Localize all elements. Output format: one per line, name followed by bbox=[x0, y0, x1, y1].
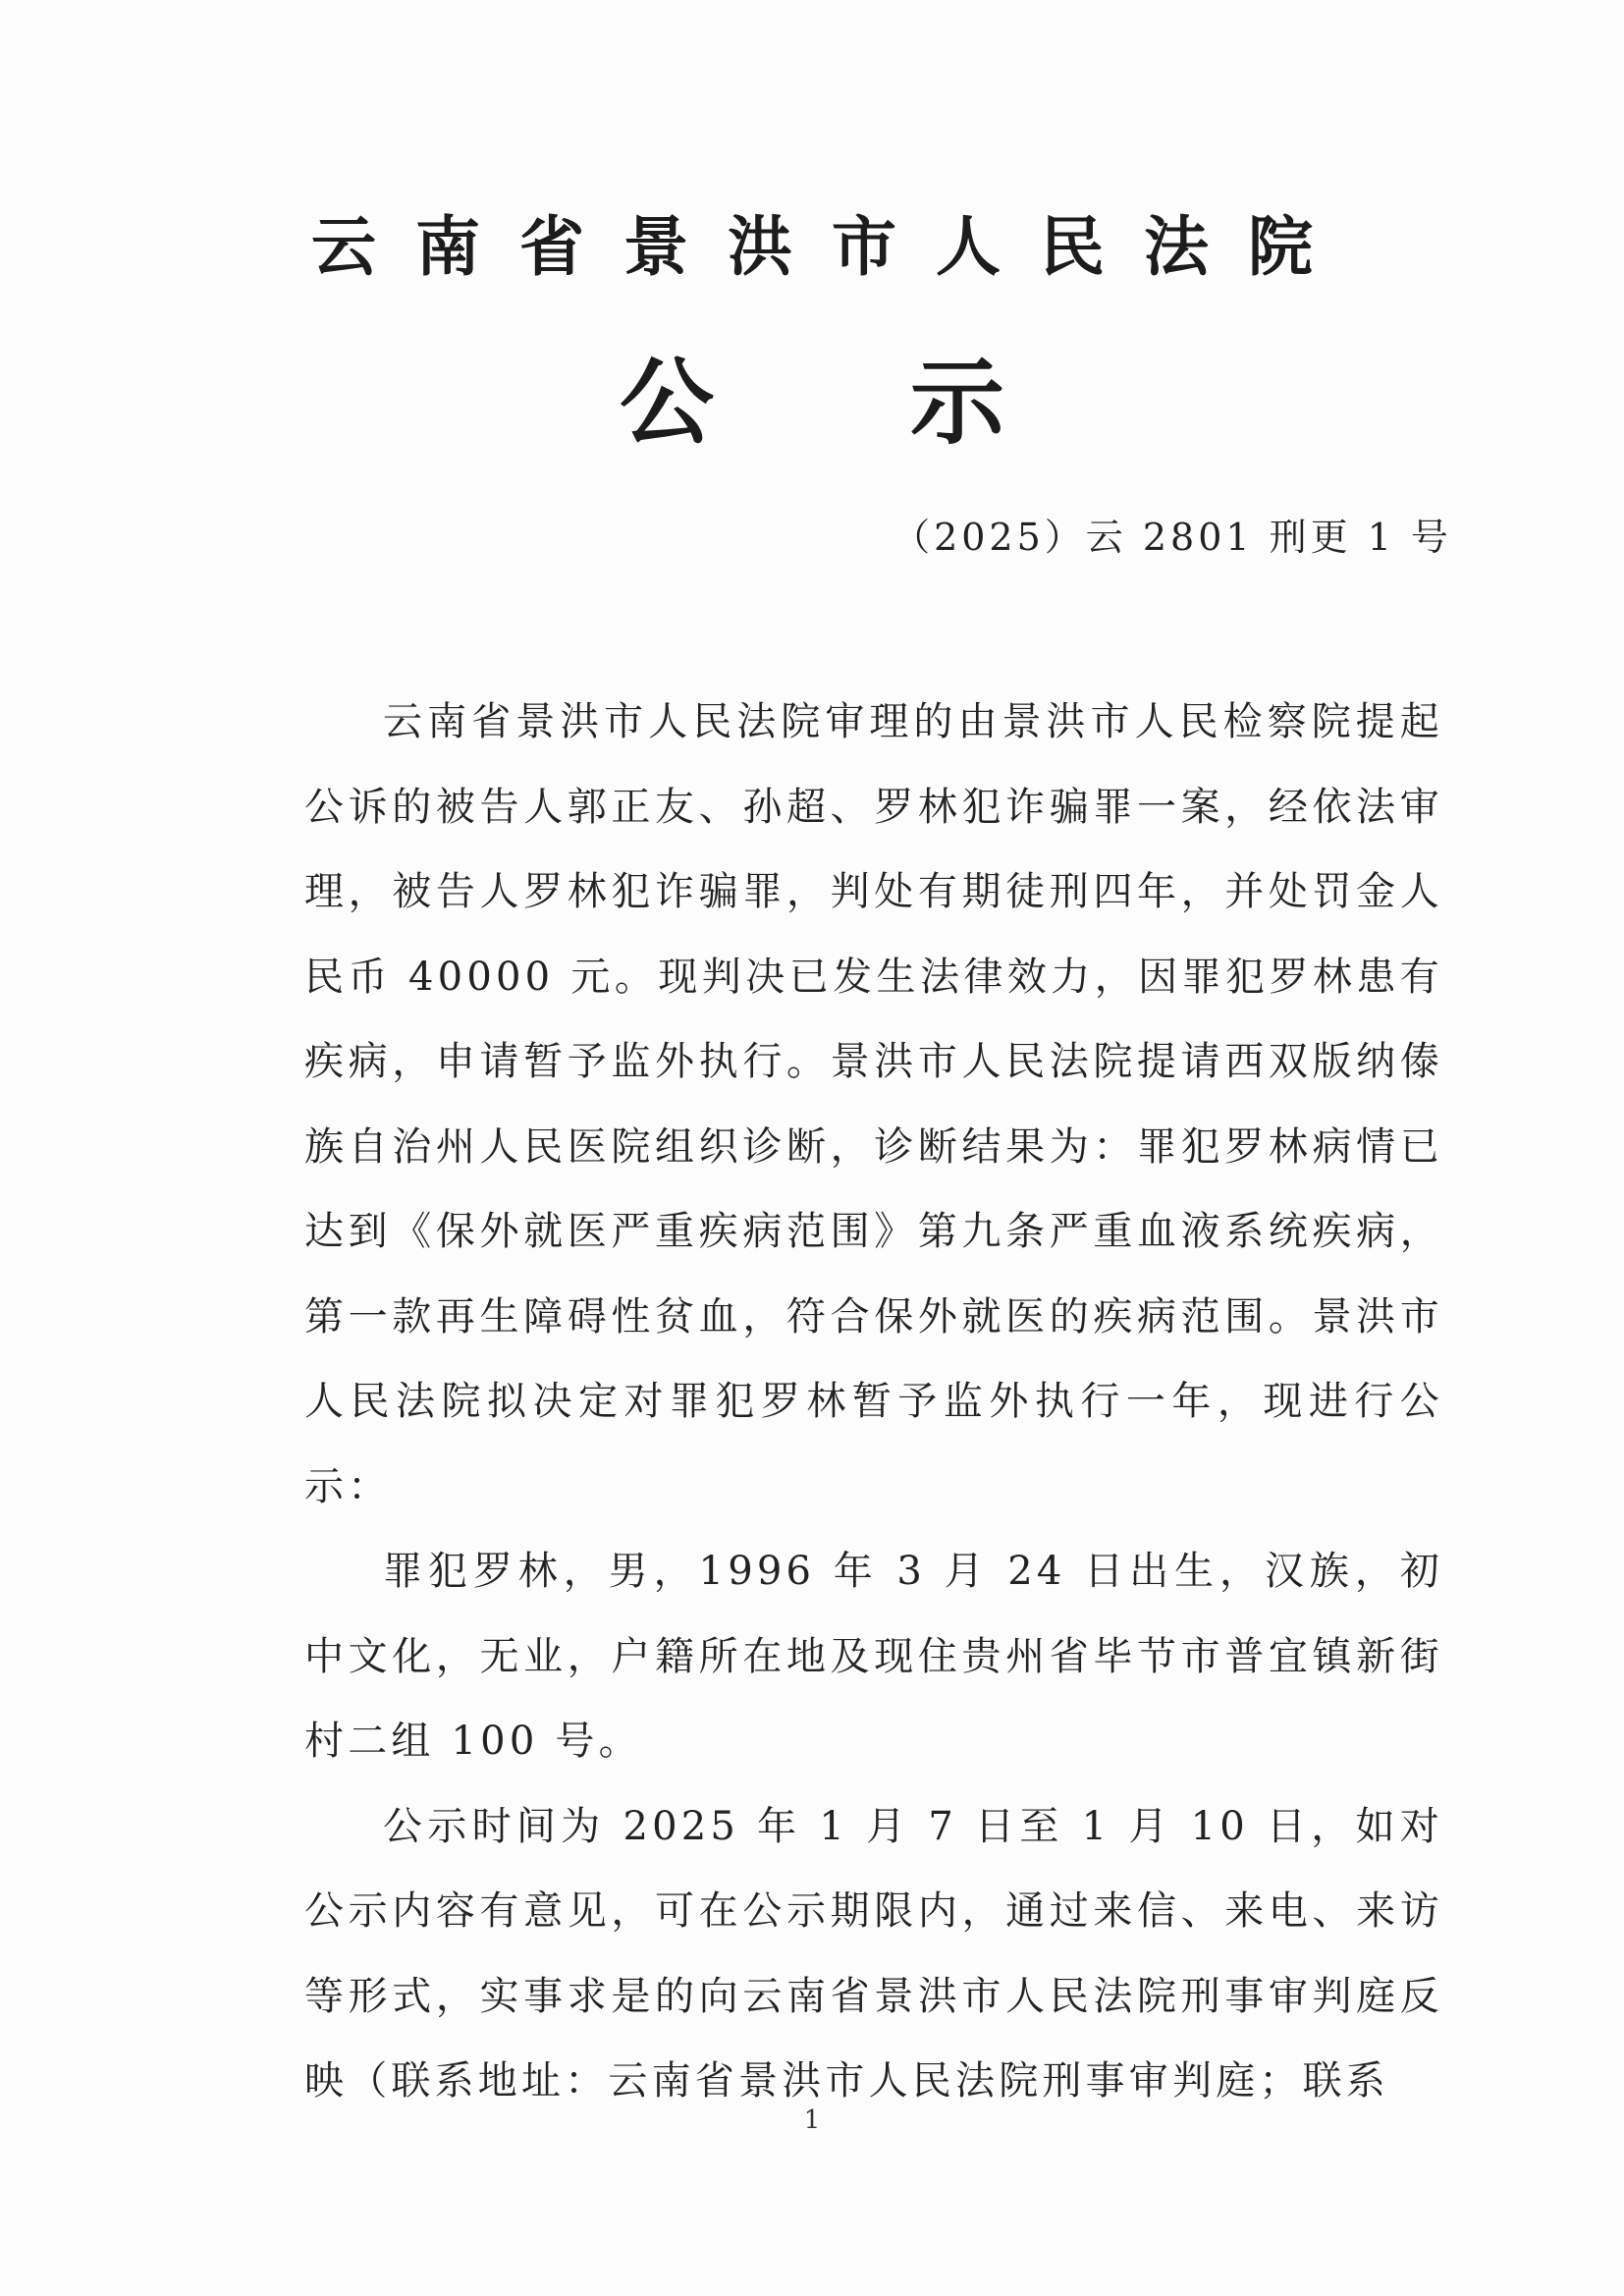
page-number: 1 bbox=[803, 2105, 821, 2135]
document-title: 公示 bbox=[620, 347, 1201, 458]
paragraph-case-summary: 云南省景洪市人民法院审理的由景洪市人民检察院提起公诉的被告人郭正友、孙超、罗林犯诈骗罪一案，经依法审理，被告人罗林犯诈骗罪，判处有期徒刑四年，并处罚金人民币 40000 元。现判决已发生法律效力，因罪犯罗林患有疾病，申请暂予监外执行。景洪市人民法院提请西双版纳傣族自治州人民医院组织诊断，诊断结果为：罪犯罗林病情已达到《保外就医严重疾病范围》第九条严重血液系统疾病，第一款再生障碍性贫血，符合保外就医的疾病范围。景洪市人民法院拟决定对罪犯罗林暂予监外执行一年，现进行公示： bbox=[304, 699, 1443, 1509]
document-body bbox=[304, 680, 1443, 2124]
court-name-heading: 云南省景洪市人民法院 bbox=[311, 208, 1352, 285]
paragraph-publicity-period: 公示时间为 2025 年 1 月 7 日至 1 月 10 日，如对公示内容有意见，可在公示期限内，通过来信、来电、来访等形式，实事求是的向云南省景洪市人民法院刑事审判庭反映（联系地址：云南省景洪市人民法院刑事审判庭；联系 bbox=[304, 1803, 1443, 2104]
paragraph-criminal-info: 罪犯罗林，男，1996 年 3 月 24 日出生，汉族，初中文化，无业，户籍所在地及现住贵州省毕节市普宜镇新街村二组 100 号。 bbox=[304, 1549, 1443, 1764]
case-number: （2025）云 2801 刑更 1 号 bbox=[893, 516, 1452, 559]
